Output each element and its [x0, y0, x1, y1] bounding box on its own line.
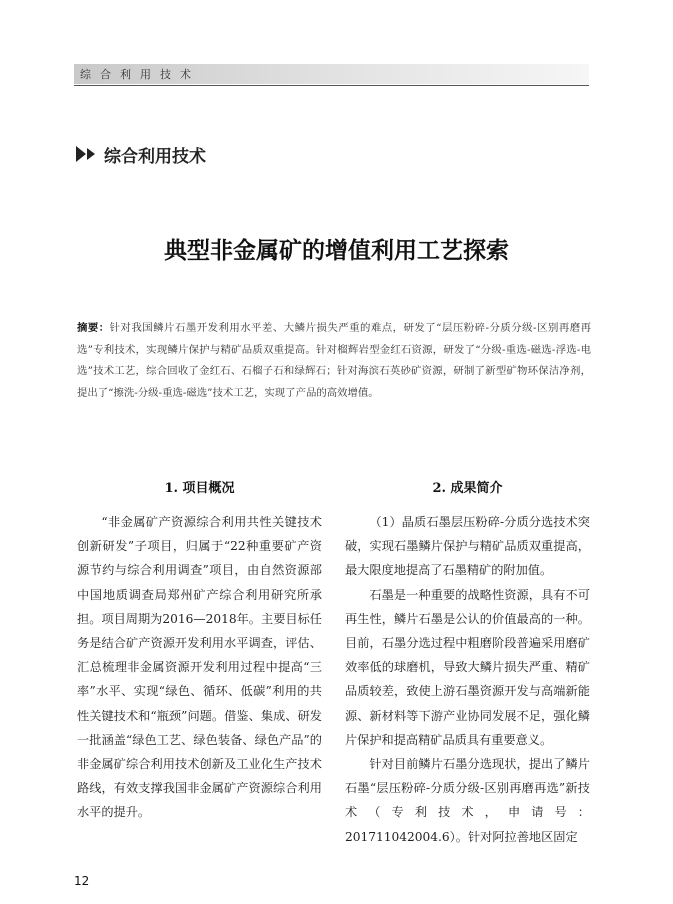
article-title: 典型非金属矿的增值利用工艺探索 — [164, 238, 509, 264]
header-rule — [74, 85, 589, 86]
left-paragraph: “非金属矿产资源综合利用共性关键技术创新研发”子项目，归属于“22种重要矿产资源节约与综合利用调查”项目，由自然资源部中国地质调查局郑州矿产综合利用研究所承担。项目周期为2016—2018年。主要目标任务是结合矿产资源开发利用水平调查，评估、汇总梳理非金属资源开发利用过程中提高“三率”水平、实现“绿色、循环、低碳”利用的共性关键技术和“瓶颈”问题。借鉴、集成、研发一批涵盖“绿色工艺、绿色装备、绿色产品”的非金属矿综合利用技术创新及工业化生产技术路线，有效支撑我国非金属矿产资源综合利用水平的提升。 — [77, 515, 322, 820]
right-paragraph-1: （1）晶质石墨层压粉碎-分质分选技术突破，实现石墨鳞片保护与精矿品质双重提高，最大限度地提高了石墨精矿的附加值。 — [345, 515, 590, 578]
left-column — [77, 510, 322, 825]
chevron-right-icon — [76, 146, 86, 162]
right-column-heading: 2. 成果简介 — [432, 481, 503, 496]
page-number: 12 — [74, 874, 90, 888]
running-header-title: 综合利用技术 — [80, 68, 200, 81]
abstract — [77, 318, 591, 404]
abstract-label: 摘要： — [77, 322, 110, 334]
right-paragraph-2: 石墨是一种重要的战略性资源，具有不可再生性，鳞片石墨是公认的价值最高的一种。目前，石墨分选过程中粗磨阶段普遍采用磨矿效率低的球磨机，导致大鳞片损失严重、精矿品质较差，致使上游石墨资源开发与高端新能源、新材料等下游产业协同发展不足，强化鳞片保护和提高精矿品质具有重要意义。 — [345, 587, 590, 747]
right-column — [345, 510, 590, 849]
section-tag-label: 综合利用技术 — [104, 146, 206, 167]
abstract-text: 针对我国鳞片石墨开发利用水平差、大鳞片损失严重的难点，研发了“层压粉碎-分质分级-区别再磨再选”专利技术，实现鳞片保护与精矿品质双重提高。针对榴辉岩型金红石资源，研发了“分级-重选-磁选-浮选-电选”技术工艺，综合回收了金红石、石榴子石和绿辉石；针对海滨石英砂矿资源，研制了新型矿物环保洁净剂，提出了“擦洗-分级-重选-磁选”技术工艺，实现了产品的高效增值。 — [77, 322, 591, 399]
chevron-right-icon — [87, 148, 95, 160]
right-paragraph-3: 针对目前鳞片石墨分选现状，提出了鳞片石墨“层压粉碎-分质分级-区别再磨再选”新技术（专利技术，申请号：201711042004.6）。针对阿拉善地区固定 — [345, 757, 590, 844]
section-tag — [76, 143, 206, 165]
left-column-heading: 1. 项目概况 — [164, 481, 235, 496]
